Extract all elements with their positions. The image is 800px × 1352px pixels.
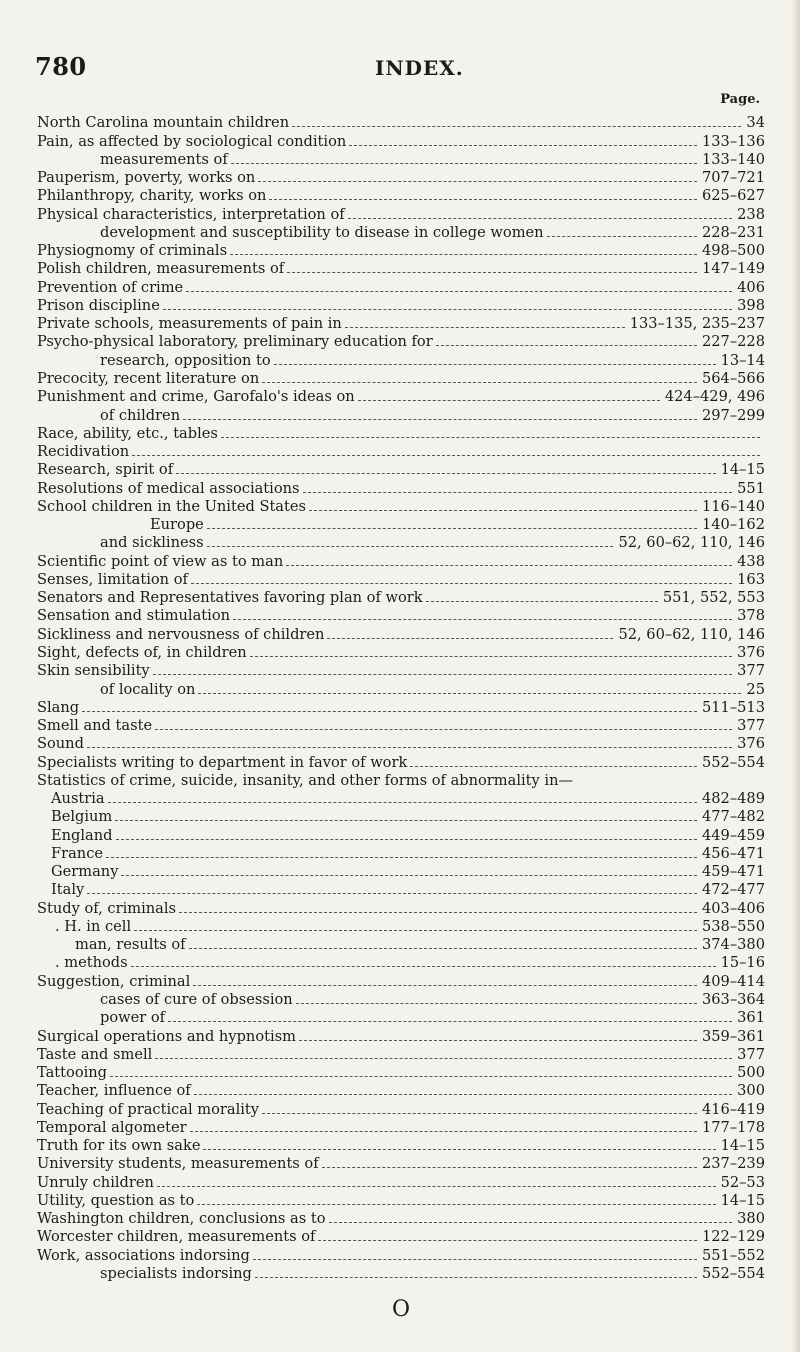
index-entry xyxy=(37,662,765,680)
index-entry xyxy=(37,954,765,972)
index-entry-term: Prison discipline xyxy=(37,296,160,314)
dot-leader xyxy=(207,528,697,529)
index-entry-pages: 459–471 xyxy=(701,863,765,881)
index-entry-term: Sight, defects of, in children xyxy=(37,643,247,661)
dot-leader xyxy=(134,930,697,931)
index-entry xyxy=(37,132,765,150)
index-entry xyxy=(37,1246,765,1264)
index-entry-pages: 377 xyxy=(737,1045,765,1063)
index-entry xyxy=(37,680,765,698)
index-entry-term: Pain, as affected by sociological condition xyxy=(37,132,347,150)
dot-leader xyxy=(269,199,697,200)
index-entry-term: Tattooing xyxy=(37,1064,108,1082)
index-entry-term: Race, ability, etc., tables xyxy=(37,424,218,442)
dot-leader xyxy=(82,711,697,712)
dot-leader xyxy=(203,1149,715,1150)
index-entry-term: Physical characteristics, interpretation of xyxy=(37,205,345,223)
index-entry-pages: 14–15 xyxy=(720,1191,765,1209)
dot-leader xyxy=(110,1076,732,1077)
index-entry xyxy=(37,406,765,424)
index-entry-term: School children in the United States xyxy=(37,497,306,515)
index-entry-pages: 25 xyxy=(746,680,765,698)
index-entry-term: . H. in cell xyxy=(55,917,132,935)
index-entry xyxy=(37,826,765,844)
index-entry-term: Study of, criminals xyxy=(37,899,177,917)
dot-leader xyxy=(286,565,732,566)
index-entry-pages: 163 xyxy=(737,570,765,588)
index-entry-pages: 551 xyxy=(737,479,765,497)
index-entry-pages: 14–15 xyxy=(720,461,765,479)
index-entry xyxy=(37,790,765,808)
index-entry-term: . methods xyxy=(55,954,128,972)
index-entry-pages: 551, 552, 553 xyxy=(662,589,765,607)
index-entry xyxy=(37,1228,765,1246)
page-header xyxy=(35,52,760,82)
index-entry-pages: 625–627 xyxy=(701,187,765,205)
index-entry-pages: 424–429, 496 xyxy=(664,388,765,406)
index-entry-term: Utility, question as to xyxy=(37,1191,195,1209)
page-column-heading: Page. xyxy=(720,92,760,107)
dot-leader xyxy=(194,1094,732,1095)
dot-leader xyxy=(230,254,697,255)
index-entry-term: Punishment and crime, Garofalo's ideas on xyxy=(37,388,355,406)
index-entry-term: Statistics of crime, suicide, insanity, and other forms of abnormality in— xyxy=(37,771,574,789)
dot-leader xyxy=(132,455,760,456)
index-entry-term: Physiognomy of criminals xyxy=(37,242,228,260)
index-entry-pages: 403–406 xyxy=(701,899,765,917)
index-entry-pages: 500 xyxy=(737,1064,765,1082)
dot-leader xyxy=(87,893,697,894)
index-entry xyxy=(37,717,765,735)
index-entry-term: Smell and taste xyxy=(37,717,153,735)
dot-leader xyxy=(191,583,732,584)
index-entry-pages: 237–239 xyxy=(701,1155,765,1173)
index-entry-pages: 297–299 xyxy=(701,406,765,424)
index-entry-term: Sickliness and nervousness of children xyxy=(37,625,325,643)
index-entry xyxy=(37,443,765,461)
index-entry-pages: 538–550 xyxy=(701,917,765,935)
index-entry-term: Work, associations indorsing xyxy=(37,1246,250,1264)
index-entry-term: Recidivation xyxy=(37,443,130,461)
index-entry xyxy=(37,151,765,169)
index-entry xyxy=(37,735,765,753)
index-entry-pages: 498–500 xyxy=(701,242,765,260)
index-entry xyxy=(37,753,765,771)
page-title: INDEX. xyxy=(375,56,464,80)
index-entry xyxy=(37,1009,765,1027)
dot-leader xyxy=(197,1204,715,1205)
dot-leader xyxy=(153,674,732,675)
index-entry xyxy=(37,644,765,662)
index-entry-term: Belgium xyxy=(51,808,113,826)
dot-leader xyxy=(329,1222,733,1223)
index-entry-pages: 398 xyxy=(737,296,765,314)
index-entry xyxy=(37,1155,765,1173)
index-entry xyxy=(37,370,765,388)
index-entry xyxy=(37,1265,765,1283)
index-entry-term: Sensation and stimulation xyxy=(37,607,231,625)
index-entry-pages: 359–361 xyxy=(701,1027,765,1045)
dot-leader xyxy=(250,656,732,657)
index-entry xyxy=(37,552,765,570)
index-entry-pages: 147–149 xyxy=(701,260,765,278)
dot-leader xyxy=(348,218,733,219)
dot-leader xyxy=(189,948,697,949)
dot-leader xyxy=(322,1167,697,1168)
index-entry xyxy=(37,571,765,589)
index-entry-term: of children xyxy=(100,406,181,424)
index-entry xyxy=(37,991,765,1009)
index-entry-term: Polish children, measurements of xyxy=(37,260,285,278)
index-entry-term: Private schools, measurements of pain in xyxy=(37,315,342,333)
index-entry xyxy=(37,808,765,826)
index-entry xyxy=(37,1192,765,1210)
index-entry xyxy=(37,1027,765,1045)
index-entry-term: man, results of xyxy=(75,936,186,954)
dot-leader xyxy=(221,437,760,438)
index-entry xyxy=(37,278,765,296)
dot-leader xyxy=(155,729,732,730)
index-entry-term: Pauperism, poverty, works on xyxy=(37,169,256,187)
index-entry-term: Philanthropy, charity, works on xyxy=(37,187,267,205)
dot-leader xyxy=(287,272,697,273)
dot-leader xyxy=(436,345,697,346)
dot-leader xyxy=(292,126,741,127)
index-entry-pages: 300 xyxy=(737,1082,765,1100)
index-entry-term: England xyxy=(51,826,113,844)
index-entry xyxy=(37,1119,765,1137)
index-entry-pages: 378 xyxy=(737,607,765,625)
dot-leader xyxy=(426,601,658,602)
index-entry-term: measurements of xyxy=(100,150,228,168)
dot-leader xyxy=(358,400,660,401)
index-entry-pages: 477–482 xyxy=(701,808,765,826)
dot-leader xyxy=(410,766,697,767)
index-entry xyxy=(37,699,765,717)
index-entry-pages: 406 xyxy=(737,278,765,296)
index-entry xyxy=(37,918,765,936)
dot-leader xyxy=(116,839,697,840)
index-entry-term: Psycho-physical laboratory, preliminary education for xyxy=(37,333,433,351)
dot-leader xyxy=(163,309,732,310)
index-entry-term: Teaching of practical morality xyxy=(37,1100,260,1118)
index-entry-term: Precocity, recent literature on xyxy=(37,369,260,387)
dot-leader xyxy=(253,1259,697,1260)
index-entry xyxy=(37,845,765,863)
index-entry xyxy=(37,863,765,881)
index-entry xyxy=(37,1046,765,1064)
page-number: 780 xyxy=(35,52,87,81)
dot-leader xyxy=(183,419,697,420)
index-entry xyxy=(37,388,765,406)
index-entry-pages: 376 xyxy=(737,735,765,753)
dot-leader xyxy=(121,875,697,876)
dot-leader xyxy=(108,802,697,803)
index-entry xyxy=(37,351,765,369)
dot-leader xyxy=(274,364,716,365)
index-entry-list xyxy=(37,114,765,1283)
index-entry xyxy=(37,972,765,990)
index-entry-term: Sound xyxy=(37,735,84,753)
index-entry-term: Italy xyxy=(51,881,85,899)
dot-leader xyxy=(547,236,697,237)
index-entry-term: Scientific point of view as to man xyxy=(37,552,284,570)
dot-leader xyxy=(131,966,716,967)
index-entry-pages: 363–364 xyxy=(701,991,765,1009)
index-entry-pages: 116–140 xyxy=(701,497,765,515)
index-entry-pages: 511–513 xyxy=(701,698,765,716)
dot-leader xyxy=(155,1058,732,1059)
index-entry xyxy=(37,260,765,278)
index-entry xyxy=(37,169,765,187)
index-entry-term: Skin sensibility xyxy=(37,662,150,680)
index-entry-pages: 449–459 xyxy=(701,826,765,844)
index-entry-pages: 409–414 xyxy=(701,972,765,990)
dot-leader xyxy=(309,510,697,511)
dot-leader xyxy=(258,181,697,182)
index-entry-pages: 133–140 xyxy=(701,150,765,168)
index-entry-term: Senses, limitation of xyxy=(37,570,188,588)
dot-leader xyxy=(193,985,697,986)
index-entry-term: Temporal algometer xyxy=(37,1118,187,1136)
index-entry-term: and sickliness xyxy=(100,534,204,552)
index-entry-pages: 34 xyxy=(746,114,765,132)
dot-leader xyxy=(255,1277,697,1278)
index-entry-pages: 456–471 xyxy=(701,844,765,862)
index-entry xyxy=(37,1137,765,1155)
index-entry-term: Research, spirit of xyxy=(37,461,174,479)
dot-leader xyxy=(176,473,715,474)
index-entry xyxy=(37,315,765,333)
dot-leader xyxy=(207,546,614,547)
index-entry-pages: 552–554 xyxy=(701,1265,765,1282)
index-entry-term: power of xyxy=(100,1009,166,1027)
page-edge-shadow xyxy=(791,0,800,1352)
index-entry xyxy=(37,205,765,223)
index-entry-term: Europe xyxy=(150,516,204,534)
index-entry xyxy=(37,516,765,534)
index-entry xyxy=(37,607,765,625)
index-entry-pages: 552–554 xyxy=(701,753,765,771)
index-entry-pages: 376 xyxy=(737,643,765,661)
dot-leader xyxy=(262,382,697,383)
index-entry-term: development and susceptibility to disease in college women xyxy=(100,223,544,241)
dot-leader xyxy=(198,693,741,694)
index-entry-pages: 52, 60–62, 110, 146 xyxy=(618,534,765,552)
dot-leader xyxy=(233,619,732,620)
dot-leader xyxy=(190,1131,697,1132)
index-entry-term: Resolutions of medical associations xyxy=(37,479,300,497)
index-entry-pages: 361 xyxy=(737,1009,765,1027)
index-entry-pages: 472–477 xyxy=(701,881,765,899)
index-entry-term: Unruly children xyxy=(37,1173,154,1191)
dot-leader xyxy=(318,1240,697,1241)
index-entry xyxy=(37,1210,765,1228)
index-entry-term: Suggestion, criminal xyxy=(37,972,191,990)
index-entry xyxy=(37,333,765,351)
index-entry xyxy=(37,1100,765,1118)
dot-leader xyxy=(179,912,697,913)
index-entry-term: Teacher, influence of xyxy=(37,1082,191,1100)
index-entry-term: Surgical operations and hypnotism xyxy=(37,1027,296,1045)
index-entry xyxy=(37,772,765,790)
index-entry xyxy=(37,479,765,497)
index-entry-pages: 15–16 xyxy=(720,954,765,972)
index-entry-term: Germany xyxy=(51,863,119,881)
index-entry-term: Prevention of crime xyxy=(37,278,184,296)
dot-leader xyxy=(349,145,697,146)
index-entry-term: Austria xyxy=(51,790,105,808)
index-entry-term: Specialists writing to department in favor of work xyxy=(37,753,408,771)
index-entry xyxy=(37,461,765,479)
index-entry xyxy=(37,936,765,954)
index-entry xyxy=(37,899,765,917)
index-entry-pages: 551–552 xyxy=(701,1246,765,1264)
index-entry-pages: 482–489 xyxy=(701,790,765,808)
index-entry-term: Washington children, conclusions as to xyxy=(37,1210,326,1228)
index-entry-pages: 228–231 xyxy=(701,223,765,241)
index-entry-term: research, opposition to xyxy=(100,351,271,369)
index-entry-term: Truth for its own sake xyxy=(37,1137,201,1155)
index-entry xyxy=(37,187,765,205)
dot-leader xyxy=(87,747,732,748)
index-entry xyxy=(37,881,765,899)
index-entry-pages: 377 xyxy=(737,717,765,735)
dot-leader xyxy=(303,492,733,493)
dot-leader xyxy=(299,1040,697,1041)
index-entry-term: Slang xyxy=(37,698,80,716)
index-entry-pages: 238 xyxy=(737,205,765,223)
index-entry-pages: 133–136 xyxy=(701,132,765,150)
index-entry-pages: 177–178 xyxy=(701,1118,765,1136)
footer-mark: O xyxy=(392,1297,411,1322)
index-entry xyxy=(37,625,765,643)
dot-leader xyxy=(186,291,732,292)
index-entry-term: of locality on xyxy=(100,680,196,698)
index-entry xyxy=(37,1173,765,1191)
index-entry xyxy=(37,224,765,242)
dot-leader xyxy=(296,1003,697,1004)
index-entry xyxy=(37,425,765,443)
index-entry xyxy=(37,242,765,260)
dot-leader xyxy=(168,1021,732,1022)
index-entry-pages: 52–53 xyxy=(720,1173,765,1191)
index-entry-pages: 377 xyxy=(737,662,765,680)
dot-leader xyxy=(157,1186,716,1187)
index-entry-term: North Carolina mountain children xyxy=(37,114,290,132)
dot-leader xyxy=(115,820,697,821)
index-entry-pages: 438 xyxy=(737,552,765,570)
index-entry xyxy=(37,498,765,516)
index-entry-term: Worcester children, measurements of xyxy=(37,1228,316,1246)
index-entry-pages: 122–129 xyxy=(701,1228,765,1246)
index-entry-term: Senators and Representatives favoring plan of work xyxy=(37,589,423,607)
dot-leader xyxy=(262,1113,697,1114)
index-entry xyxy=(37,534,765,552)
index-entry-term: France xyxy=(51,844,104,862)
index-entry-term: cases of cure of obsession xyxy=(100,991,293,1009)
index-entry-pages: 564–566 xyxy=(701,369,765,387)
index-entry-term: University students, measurements of xyxy=(37,1155,319,1173)
index-entry xyxy=(37,1082,765,1100)
index-entry-pages: 374–380 xyxy=(701,936,765,954)
dot-leader xyxy=(327,638,613,639)
index-entry-pages: 52, 60–62, 110, 146 xyxy=(618,625,765,643)
index-entry-pages: 14–15 xyxy=(720,1137,765,1155)
index-entry-pages: 416–419 xyxy=(701,1100,765,1118)
index-entry-term: specialists indorsing xyxy=(100,1265,252,1282)
index-entry xyxy=(37,1064,765,1082)
index-entry-pages: 13–14 xyxy=(720,351,765,369)
index-entry-pages: 227–228 xyxy=(701,333,765,351)
index-entry xyxy=(37,297,765,315)
index-entry-pages: 380 xyxy=(737,1210,765,1228)
dot-leader xyxy=(106,857,697,858)
index-entry-pages: 133–135, 235–237 xyxy=(629,315,765,333)
dot-leader xyxy=(231,163,697,164)
index-entry-pages: 707–721 xyxy=(701,169,765,187)
index-entry-pages: 140–162 xyxy=(701,516,765,534)
index-entry-term: Taste and smell xyxy=(37,1045,153,1063)
index-entry xyxy=(37,114,765,132)
dot-leader xyxy=(345,327,625,328)
index-entry xyxy=(37,589,765,607)
